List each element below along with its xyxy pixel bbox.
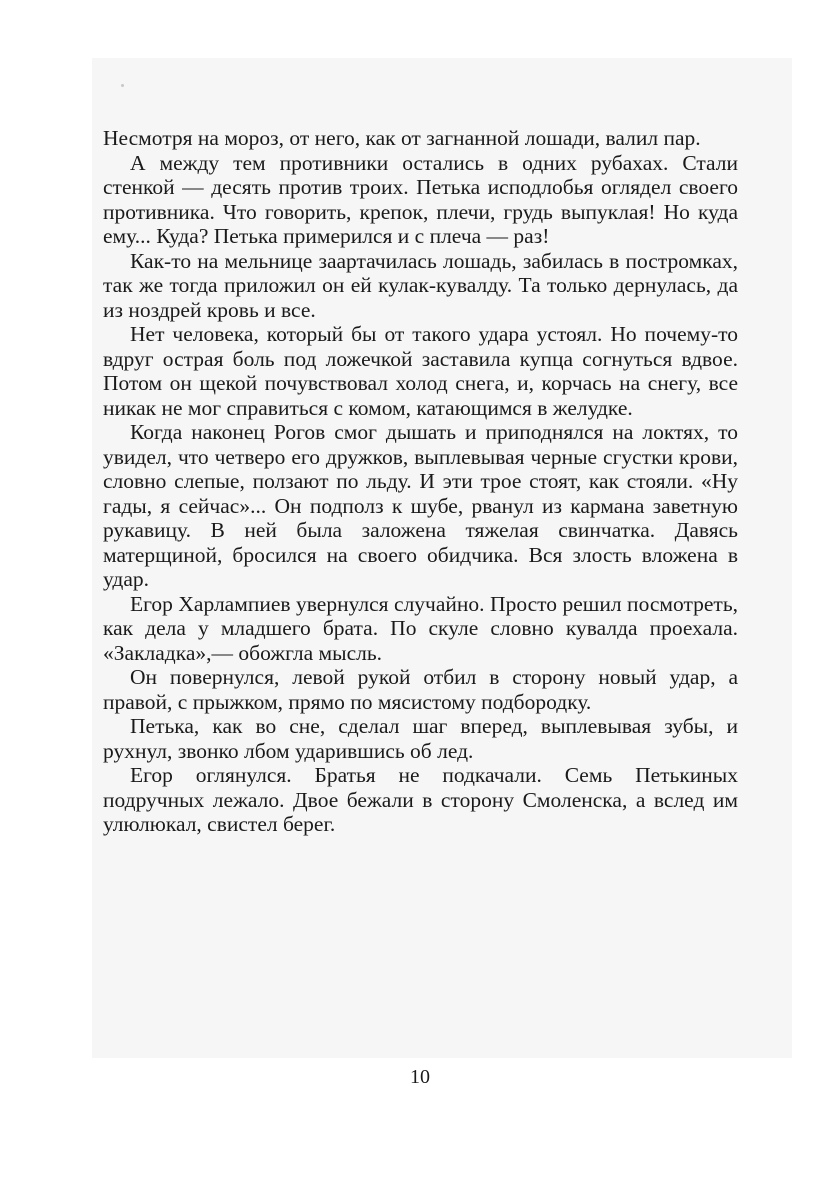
paragraph-5: Когда наконец Рогов смог дышать и приподнялся на локтях, то увидел, что четверо его дружков, выплевывая черные сгустки крови, словно слепые, ползают по льду. И эти трое стоят, как стояли. «Ну гады, я сейчас»... Он подполз к шубе, рванул из кармана заветную рукавицу. В ней была заложена тяжелая свинчатка. Давясь матерщиной, бросился на своего обидчика. Вся злость вложена в удар. — [103, 420, 738, 591]
paragraph-2: А между тем противники остались в одних рубахах. Стали стенкой — десять против троих. Петька исподлобья оглядел своего противника. Что говорить, крепок, плечи, грудь выпуклая! Но куда ему... Куда? Петька примерился и с плеча — раз! — [103, 150, 738, 248]
paragraph-7: Он повернулся, левой рукой отбил в сторону новый удар, а правой, с прыжком, прямо по мясистому подбородку. — [103, 665, 738, 714]
page-number: 10 — [410, 1066, 430, 1088]
paragraph-9: Егор оглянулся. Братья не подкачали. Семь Петькиных подручных лежало. Двое бежали в сторону Смоленска, а вслед им улюлюкал, свистел берег. — [103, 763, 738, 836]
paragraph-8: Петька, как во сне, сделал шаг вперед, выплевывая зубы, и рухнул, звонко лбом ударившись об лед. — [103, 714, 738, 763]
body-text — [103, 126, 738, 837]
paragraph-4: Нет человека, который бы от такого удара устоял. Но почему-то вдруг острая боль под ложечкой заставила купца согнуться вдвое. Потом он щекой почувствовал холод снега, и, корчась на снегу, все никак не мог справиться с комом, катающимся в желудке. — [103, 322, 738, 420]
scan-speck — [121, 84, 124, 87]
paragraph-3: Как-то на мельнице заартачилась лошадь, забилась в постромках, так же тогда приложил он ей кулак-кувалду. Та только дернулась, да из ноздрей кровь и все. — [103, 248, 738, 322]
paragraph-6: Егор Харлампиев увернулся случайно. Просто решил посмотреть, как дела у младшего брата. По скуле словно кувалда проехала. «Закладка»,— обожгла мысль. — [103, 591, 738, 665]
paragraph-1: Несмотря на мороз, от него, как от загнанной лошади, валил пар. — [103, 126, 701, 150]
